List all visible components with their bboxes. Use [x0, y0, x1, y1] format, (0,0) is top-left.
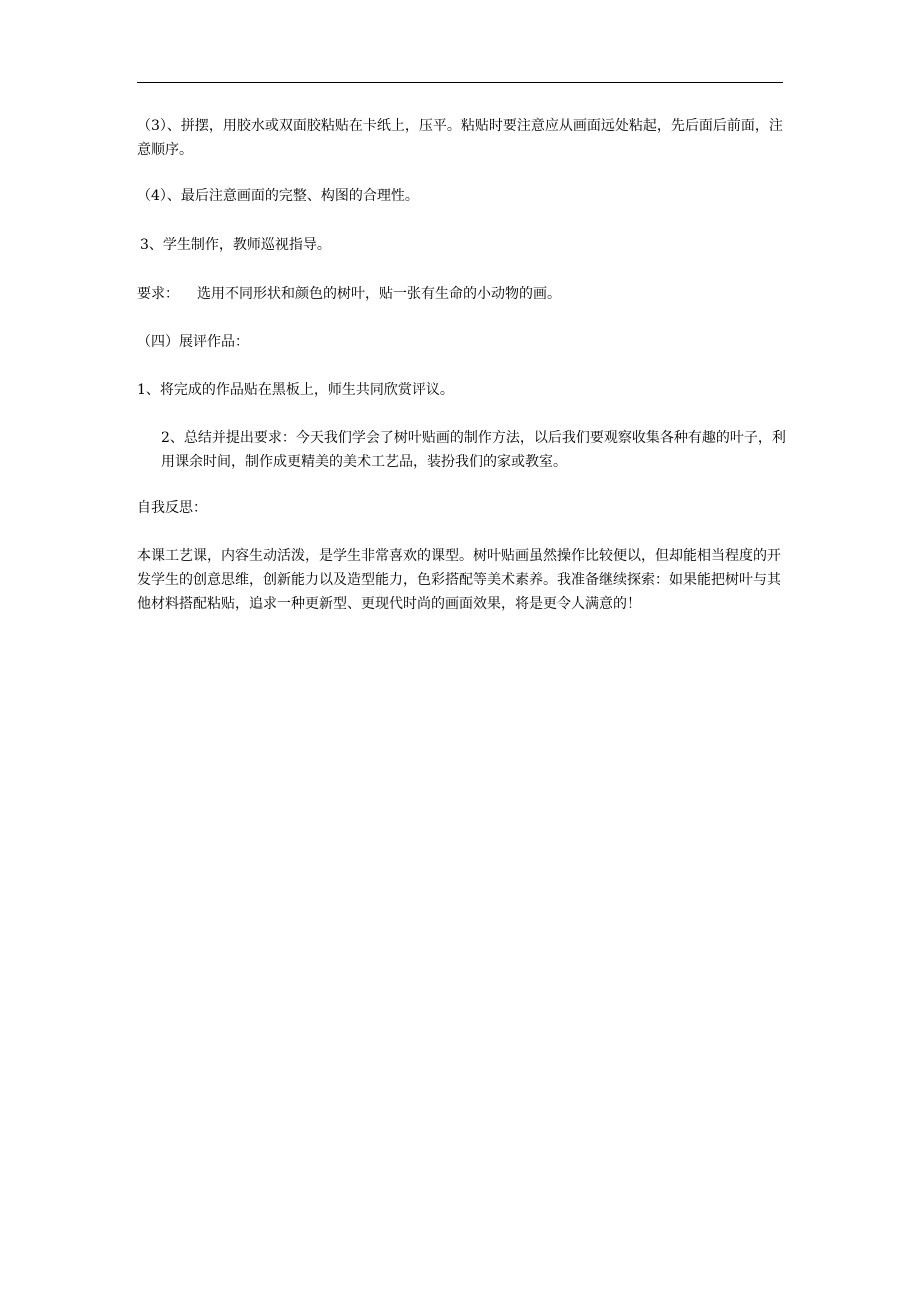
summary-paragraph: 2、总结并提出要求：今天我们学会了树叶贴画的制作方法，以后我们要观察收集各种有趣的叶子，利用课余时间，制作成更精美的美术工艺品，装扮我们的家或教室。: [161, 430, 786, 470]
step-3-paragraph: （3）、拼摆，用胶水或双面胶粘贴在卡纸上，压平。粘贴时要注意应从画面远处粘起，先后面后前面，注意顺序。: [137, 118, 783, 158]
step-4-paragraph: （4）、最后注意画面的完整、构图的合理性。: [137, 188, 419, 204]
requirement-text: 选用不同形状和颜色的树叶，贴一张有生命的小动物的画。: [197, 286, 561, 302]
student-work-paragraph: 3、学生制作，教师巡视指导。: [140, 237, 331, 253]
header-rule: [137, 82, 783, 83]
reflection-paragraph: 本课工艺课，内容生动活泼，是学生非常喜欢的课型。树叶贴画虽然操作比较便以，但却能相当程度的开发学生的创意思维，创新能力以及造型能力，色彩搭配等美术素养。我准备继续探索：如果能把树叶与其他材料搭配粘贴，追求一种更新型、更现代时尚的画面效果，将是更令人满意的！: [137, 548, 781, 612]
requirement-paragraph: [137, 282, 787, 306]
reflection-heading: 自我反思：: [137, 500, 207, 516]
requirement-label: 要求：: [137, 286, 179, 302]
section-heading: （四）展评作品：: [137, 334, 249, 350]
display-paragraph: 1、将完成的作品贴在黑板上，师生共同欣赏评议。: [137, 382, 454, 398]
